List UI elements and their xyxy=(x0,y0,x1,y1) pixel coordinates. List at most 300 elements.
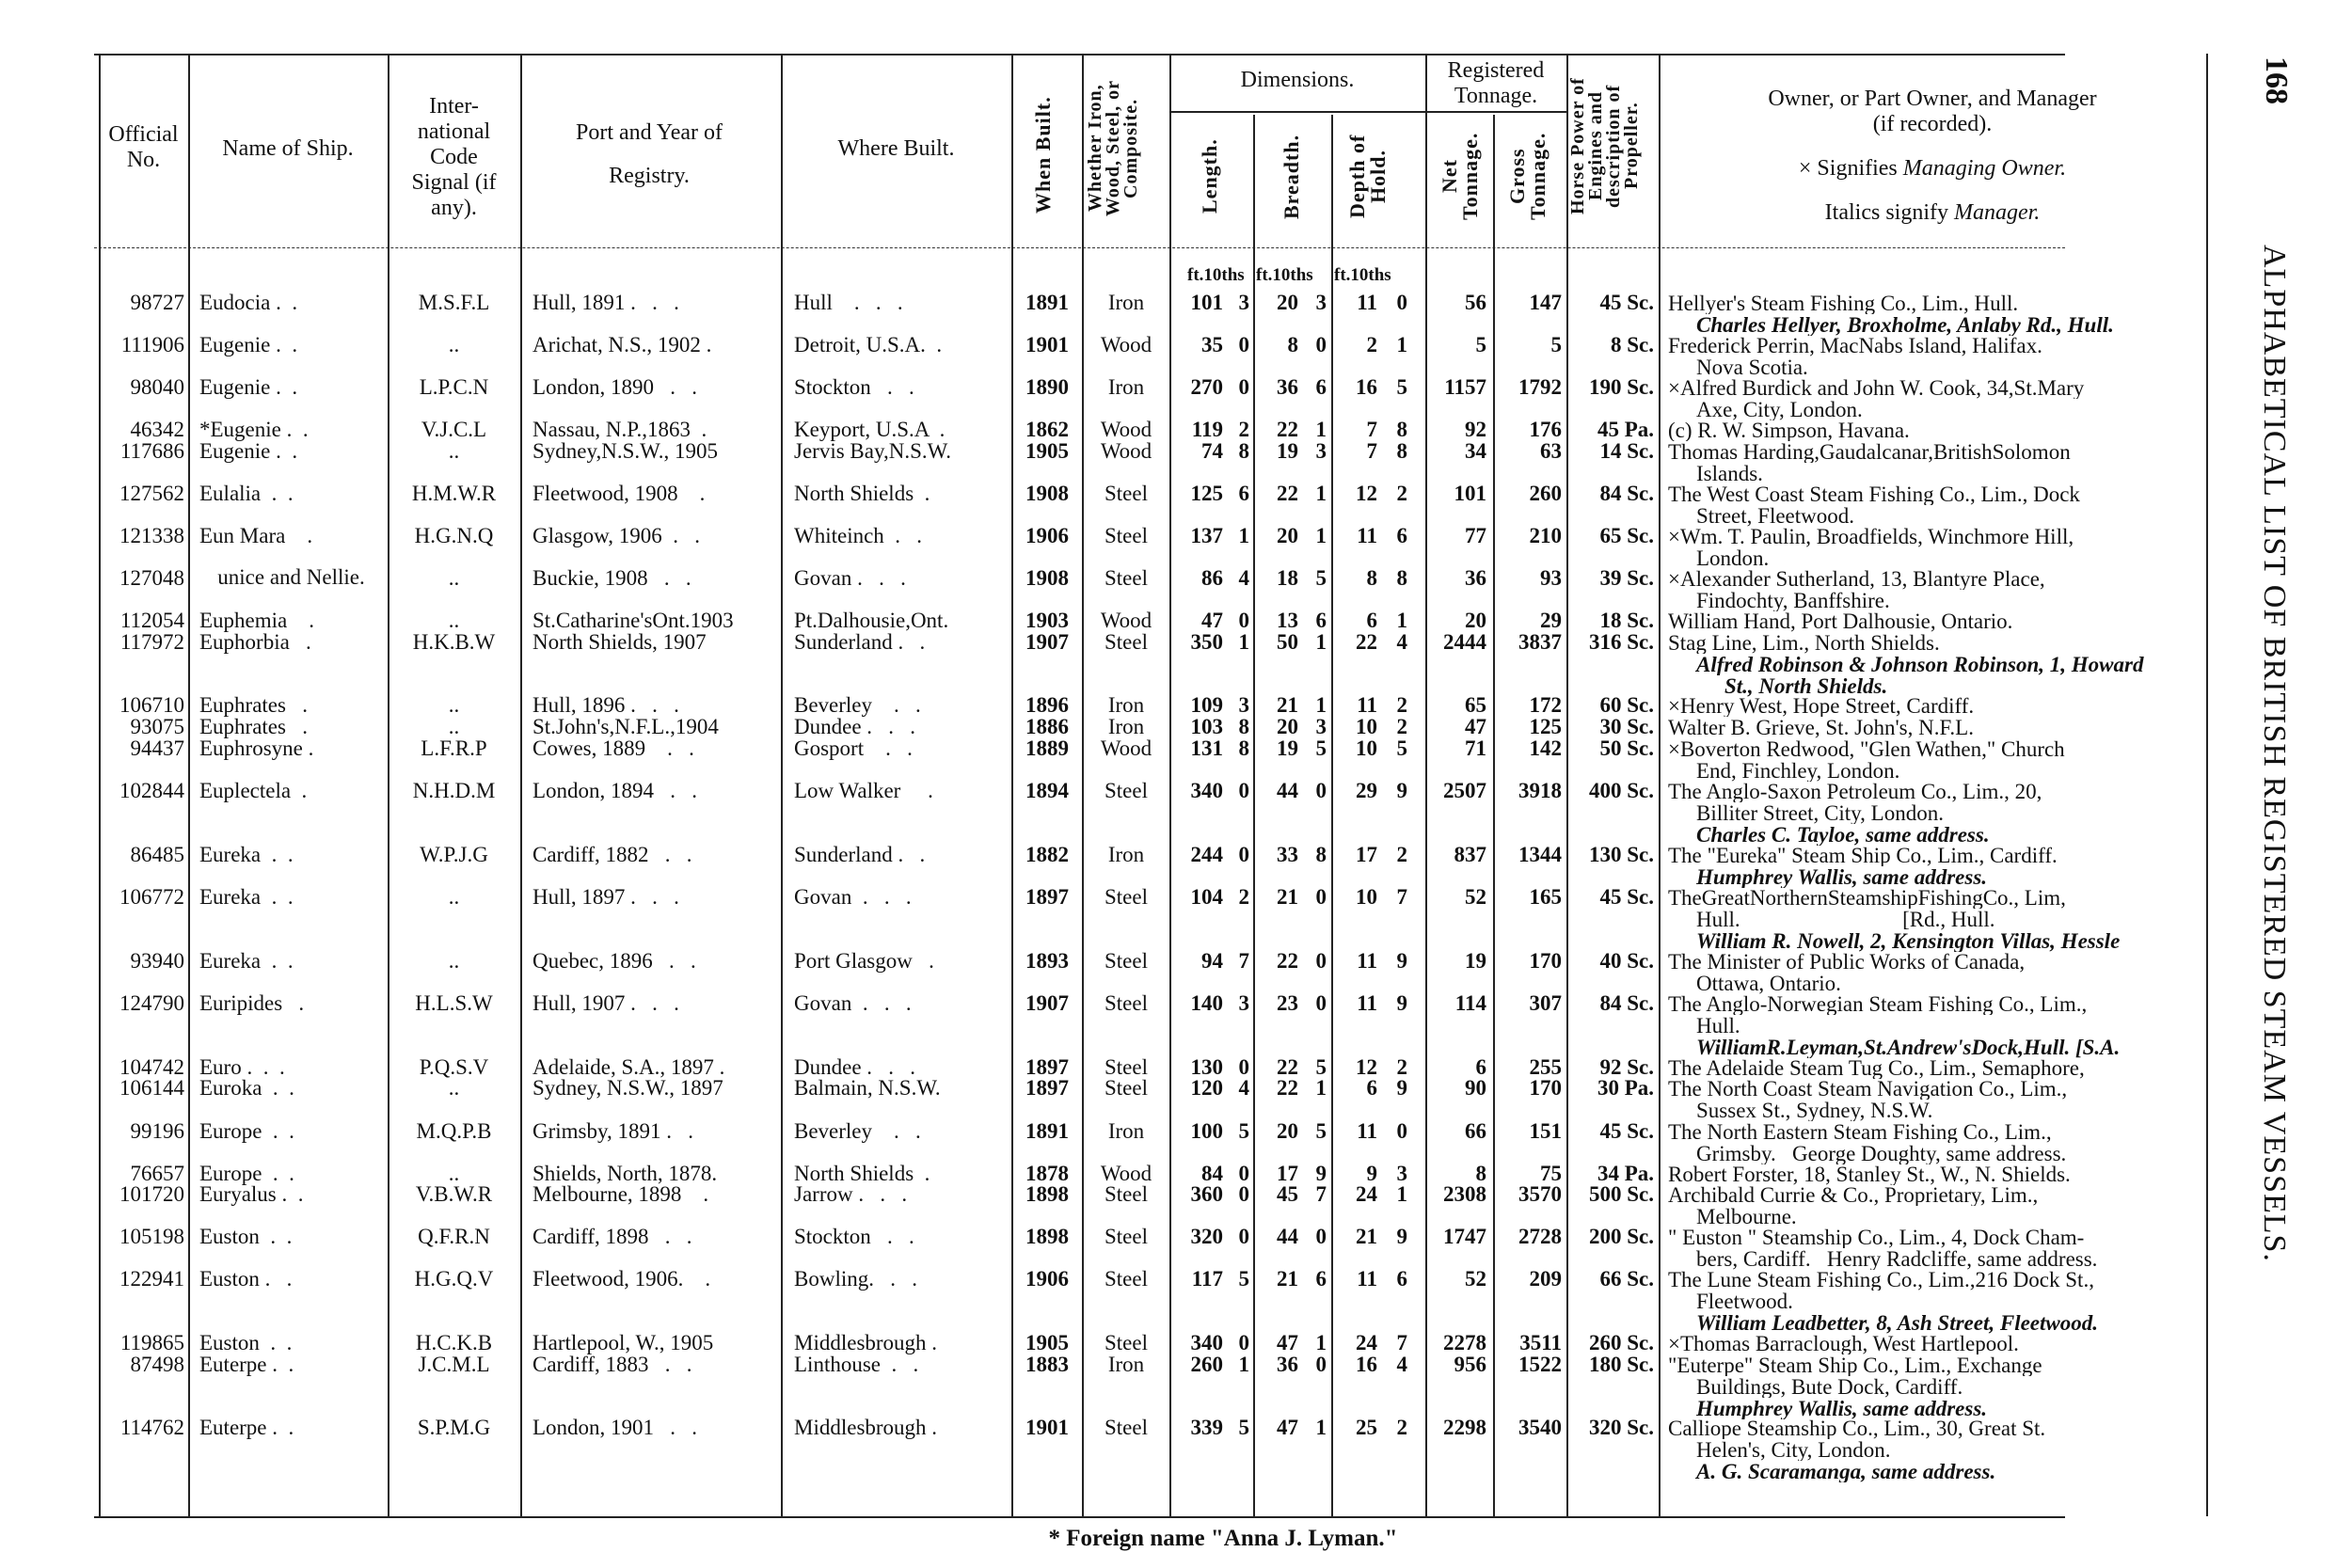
header-when-built: When Built. xyxy=(1031,96,1055,214)
owner-line: ×Henry West, Hope Street, Cardiff. xyxy=(1668,695,1975,717)
port-and-year: London, 1894 . . xyxy=(532,779,698,802)
length-tenths: 8 xyxy=(1238,736,1249,760)
breadth-ft: 20 xyxy=(1277,291,1298,314)
gross-tonnage: 3540 xyxy=(1518,1416,1562,1439)
gross-tonnage: 260 xyxy=(1529,482,1562,505)
code-signal: V.J.C.L xyxy=(421,418,487,441)
length-ft: 339 xyxy=(1190,1416,1223,1439)
col-rule xyxy=(1425,54,1427,1516)
port-and-year: Melbourne, 1898 . xyxy=(532,1182,709,1206)
owner-entry xyxy=(1668,951,2209,994)
code-signal: .. xyxy=(448,609,460,632)
material: Wood xyxy=(1100,1162,1152,1185)
owner-line: Frederick Perrin, MacNabs Island, Halifax. xyxy=(1668,335,2042,356)
depth-ft: 10 xyxy=(1356,715,1377,738)
horse-power: 45 Sc. xyxy=(1599,291,1654,314)
net-tonnage: 6 xyxy=(1475,1055,1486,1079)
when-built: 1901 xyxy=(1025,333,1069,356)
depth-ft: 7 xyxy=(1366,439,1377,463)
official-no: 106710 xyxy=(119,693,184,717)
official-no: 117972 xyxy=(119,630,184,654)
net-tonnage: 956 xyxy=(1454,1353,1486,1376)
horse-power: 30 Sc. xyxy=(1599,715,1654,738)
code-signal: W.P.J.G xyxy=(420,843,488,866)
official-no: 127562 xyxy=(119,482,184,505)
gross-tonnage: 1344 xyxy=(1518,843,1562,866)
depth-tenths: 2 xyxy=(1396,482,1407,505)
manager-line: William R. Nowell, 2, Kensington Villas, Hessle xyxy=(1696,930,2121,952)
depth-ft: 6 xyxy=(1366,1076,1377,1100)
side-title: ALPHABETICAL LIST OF BRITISH REGISTERED STEAM VESSELS. xyxy=(2257,245,2292,1262)
depth-tenths: 5 xyxy=(1396,736,1407,760)
official-no: 93075 xyxy=(130,715,184,738)
length-ft: 100 xyxy=(1190,1119,1223,1143)
depth-tenths: 9 xyxy=(1396,779,1407,802)
gross-tonnage: 307 xyxy=(1529,991,1562,1015)
ship-name: Euphorbia . xyxy=(199,630,311,654)
depth-tenths: 8 xyxy=(1396,418,1407,441)
breadth-tenths: 1 xyxy=(1315,418,1327,441)
code-signal: J.C.M.L xyxy=(418,1353,490,1376)
depth-tenths: 2 xyxy=(1396,693,1407,717)
horse-power: 39 Sc. xyxy=(1599,566,1654,590)
owner-entry xyxy=(1668,845,2209,888)
material: Steel xyxy=(1104,566,1148,590)
when-built: 1898 xyxy=(1025,1225,1069,1248)
gross-tonnage: 3837 xyxy=(1518,630,1562,654)
port-and-year: Hull, 1891 . . . xyxy=(532,291,679,314)
code-signal: L.P.C.N xyxy=(419,375,489,399)
footnote: * Foreign name "Anna J. Lyman." xyxy=(1048,1526,1398,1551)
manager-line: Humphrey Wallis, same address. xyxy=(1696,1398,1988,1419)
depth-tenths: 1 xyxy=(1396,333,1407,356)
material: Steel xyxy=(1104,1076,1148,1100)
breadth-ft: 19 xyxy=(1277,439,1298,463)
length-ft: 125 xyxy=(1190,482,1223,505)
code-signal: P.Q.S.V xyxy=(419,1055,489,1079)
depth-tenths: 7 xyxy=(1396,885,1407,909)
col-rule xyxy=(781,54,783,1516)
horse-power: 45 Sc. xyxy=(1599,885,1654,909)
horse-power: 30 Pa. xyxy=(1597,1076,1654,1100)
depth-tenths: 3 xyxy=(1396,1162,1407,1185)
breadth-tenths: 7 xyxy=(1315,1182,1327,1206)
where-built: Govan . . . xyxy=(794,991,912,1015)
gross-tonnage: 125 xyxy=(1529,715,1562,738)
port-and-year: Buckie, 1908 . . xyxy=(532,566,691,590)
owner-line: The "Eureka" Steam Ship Co., Lim., Cardiff. xyxy=(1668,845,2058,866)
where-built: Dundee . . . xyxy=(794,1055,916,1079)
breadth-tenths: 1 xyxy=(1315,1076,1327,1100)
port-and-year: St.John's,N.F.L.,1904 xyxy=(532,715,719,738)
depth-tenths: 9 xyxy=(1396,991,1407,1015)
official-no: 102844 xyxy=(119,779,184,802)
breadth-ft: 44 xyxy=(1277,779,1298,802)
owner-line: Nova Scotia. xyxy=(1696,356,1808,378)
where-built: Stockton . . xyxy=(794,375,914,399)
owner-line: Billiter Street, City, London. xyxy=(1696,802,1944,824)
material: Steel xyxy=(1104,991,1148,1015)
net-tonnage: 90 xyxy=(1465,1076,1486,1100)
gross-tonnage: 142 xyxy=(1529,736,1562,760)
depth-ft: 8 xyxy=(1366,566,1377,590)
depth-ft: 12 xyxy=(1356,482,1377,505)
header-owner-line2: (if recorded). xyxy=(1872,112,1993,136)
breadth-ft: 21 xyxy=(1277,885,1298,909)
port-and-year: North Shields, 1907 xyxy=(532,630,707,654)
depth-tenths: 6 xyxy=(1396,1267,1407,1291)
header-where-built: Where Built. xyxy=(837,136,955,161)
unit-breadth: ft.10ths xyxy=(1256,265,1313,285)
breadth-tenths: 6 xyxy=(1315,1267,1327,1291)
owner-entry xyxy=(1668,738,2209,782)
ship-name: Euphemia . xyxy=(199,609,314,632)
when-built: 1907 xyxy=(1025,630,1069,654)
gross-tonnage: 176 xyxy=(1529,418,1562,441)
tonnage-underline xyxy=(1425,111,1566,113)
where-built: Middlesbrough . xyxy=(794,1331,938,1354)
horse-power: 50 Sc. xyxy=(1599,736,1654,760)
breadth-ft: 17 xyxy=(1277,1162,1298,1185)
official-no: 124790 xyxy=(119,991,184,1015)
manager-line: A. G. Scaramanga, same address. xyxy=(1696,1461,1996,1482)
depth-tenths: 4 xyxy=(1396,630,1407,654)
unit-length: ft.10ths xyxy=(1187,265,1245,285)
when-built: 1905 xyxy=(1025,1331,1069,1354)
official-no: 86485 xyxy=(130,843,184,866)
when-built: 1886 xyxy=(1025,715,1069,738)
header-breadth: Breadth. xyxy=(1279,134,1303,219)
material: Wood xyxy=(1100,418,1152,441)
net-tonnage: 2278 xyxy=(1443,1331,1486,1354)
header-depth-of-hold: Depth of Hold. xyxy=(1345,134,1390,219)
official-no: 119865 xyxy=(119,1331,184,1354)
ship-name: Euryalus . . xyxy=(199,1182,304,1206)
length-tenths: 0 xyxy=(1238,1225,1249,1248)
ship-name: Euphrates . xyxy=(199,693,308,717)
length-ft: 360 xyxy=(1190,1182,1223,1206)
when-built: 1898 xyxy=(1025,1182,1069,1206)
breadth-ft: 22 xyxy=(1277,1076,1298,1100)
depth-tenths: 1 xyxy=(1396,1182,1407,1206)
owner-entry xyxy=(1668,695,2209,717)
length-tenths: 0 xyxy=(1238,1182,1249,1206)
breadth-tenths: 1 xyxy=(1315,1416,1327,1439)
breadth-ft: 47 xyxy=(1277,1331,1298,1354)
length-tenths: 0 xyxy=(1238,375,1249,399)
official-no: 98727 xyxy=(130,291,184,314)
breadth-ft: 36 xyxy=(1277,1353,1298,1376)
depth-ft: 16 xyxy=(1356,1353,1377,1376)
depth-tenths: 7 xyxy=(1396,1331,1407,1354)
breadth-tenths: 3 xyxy=(1315,291,1327,314)
code-signal: M.Q.P.B xyxy=(416,1119,492,1143)
depth-tenths: 4 xyxy=(1396,1353,1407,1376)
length-tenths: 7 xyxy=(1238,949,1249,973)
manager-line: St., North Shields. xyxy=(1724,675,1888,697)
net-tonnage: 66 xyxy=(1465,1119,1486,1143)
depth-tenths: 2 xyxy=(1396,1416,1407,1439)
depth-ft: 29 xyxy=(1356,779,1377,802)
length-ft: 320 xyxy=(1190,1225,1223,1248)
breadth-ft: 20 xyxy=(1277,1119,1298,1143)
gross-tonnage: 165 xyxy=(1529,885,1562,909)
length-tenths: 2 xyxy=(1238,885,1249,909)
depth-ft: 10 xyxy=(1356,736,1377,760)
material: Iron xyxy=(1107,843,1145,866)
length-tenths: 0 xyxy=(1238,779,1249,802)
owner-line: ×Wm. T. Paulin, Broadfields, Winchmore Hill, xyxy=(1668,526,2074,547)
port-and-year: Fleetwood, 1908 . xyxy=(532,482,706,505)
owner-entry xyxy=(1668,1227,2209,1270)
code-signal: .. xyxy=(448,1162,460,1185)
owner-entry xyxy=(1668,993,2209,1058)
owner-line: The North Eastern Steam Fishing Co., Lim., xyxy=(1668,1121,2052,1143)
port-and-year: Cardiff, 1882 . . xyxy=(532,843,692,866)
owner-line: Thomas Harding,Gaudalcanar,BritishSolomon xyxy=(1668,441,2071,463)
breadth-tenths: 3 xyxy=(1315,715,1327,738)
col-rule xyxy=(1566,54,1568,1516)
owner-entry xyxy=(1668,335,2209,378)
port-and-year: Fleetwood, 1906. . xyxy=(532,1267,711,1291)
depth-tenths: 9 xyxy=(1396,1225,1407,1248)
breadth-ft: 44 xyxy=(1277,1225,1298,1248)
where-built: Middlesbrough . xyxy=(794,1416,938,1439)
gross-tonnage: 3511 xyxy=(1519,1331,1562,1354)
gross-tonnage: 3570 xyxy=(1518,1182,1562,1206)
breadth-tenths: 0 xyxy=(1315,885,1327,909)
where-built: Jarrow . . . xyxy=(794,1182,908,1206)
gross-tonnage: 151 xyxy=(1529,1119,1562,1143)
header-official-no: Official No. xyxy=(108,122,179,172)
breadth-ft: 20 xyxy=(1277,524,1298,547)
horse-power: 400 Sc. xyxy=(1589,779,1654,802)
header-owner-note1: × Signifies Managing Owner. xyxy=(1798,156,2067,181)
length-ft: 120 xyxy=(1190,1076,1223,1100)
length-tenths: 8 xyxy=(1238,439,1249,463)
owner-line: The West Coast Steam Fishing Co., Lim., Dock xyxy=(1668,483,2080,505)
gross-tonnage: 255 xyxy=(1529,1055,1562,1079)
when-built: 1897 xyxy=(1025,1076,1069,1100)
when-built: 1883 xyxy=(1025,1353,1069,1376)
where-built: Port Glasgow . xyxy=(794,949,934,973)
header-owner-line1: Owner, or Part Owner, and Manager xyxy=(1768,87,2097,111)
length-tenths: 0 xyxy=(1238,843,1249,866)
material: Steel xyxy=(1104,1182,1148,1206)
official-no: 93940 xyxy=(130,949,184,973)
ship-name: Eulalia . . xyxy=(199,482,294,505)
manager-line: WilliamR.Leyman,St.Andrew'sDock,Hull. [S.A. xyxy=(1696,1037,2121,1058)
horse-power: 200 Sc. xyxy=(1589,1225,1654,1248)
owner-line: Axe, City, London. xyxy=(1696,399,1863,420)
owner-line: Robert Forster, 18, Stanley St., W., N. Shields. xyxy=(1668,1164,2071,1185)
material: Steel xyxy=(1104,885,1148,909)
breadth-tenths: 6 xyxy=(1315,609,1327,632)
code-signal: H.C.K.B xyxy=(415,1331,493,1354)
gross-tonnage: 5 xyxy=(1550,333,1562,356)
net-tonnage: 19 xyxy=(1465,949,1486,973)
when-built: 1906 xyxy=(1025,1267,1069,1291)
when-built: 1894 xyxy=(1025,779,1069,802)
owner-line: London. xyxy=(1696,547,1770,569)
when-built: 1893 xyxy=(1025,949,1069,973)
owner-line: Melbourne. xyxy=(1696,1206,1797,1227)
length-tenths: 0 xyxy=(1238,609,1249,632)
ship-name: Euroka . . xyxy=(199,1076,294,1100)
depth-ft: 6 xyxy=(1366,609,1377,632)
owner-line: Walter B. Grieve, St. John's, N.F.L. xyxy=(1668,717,1974,738)
net-tonnage: 2308 xyxy=(1443,1182,1486,1206)
owner-line: ×Alfred Burdick and John W. Cook, 34,St.Mary xyxy=(1668,377,2085,399)
breadth-ft: 22 xyxy=(1277,418,1298,441)
port-and-year: Hull, 1897 . . . xyxy=(532,885,679,909)
port-and-year: London, 1901 . . xyxy=(532,1416,698,1439)
material: Steel xyxy=(1104,1331,1148,1354)
code-signal: H.M.W.R xyxy=(411,482,497,505)
horse-power: 84 Sc. xyxy=(1599,482,1654,505)
code-signal: .. xyxy=(448,566,460,590)
horse-power: 14 Sc. xyxy=(1599,439,1654,463)
length-ft: 84 xyxy=(1201,1162,1223,1185)
depth-ft: 9 xyxy=(1366,1162,1377,1185)
length-ft: 131 xyxy=(1190,736,1223,760)
net-tonnage: 77 xyxy=(1465,524,1486,547)
header-material: Whether Iron, Wood, Steel, or Composite. xyxy=(1085,80,1141,216)
dimensions-underline xyxy=(1169,111,1425,113)
horse-power: 84 Sc. xyxy=(1599,991,1654,1015)
net-tonnage: 1157 xyxy=(1444,375,1486,399)
net-tonnage: 2507 xyxy=(1443,779,1486,802)
depth-tenths: 2 xyxy=(1396,1055,1407,1079)
horse-power: 40 Sc. xyxy=(1599,949,1654,973)
material: Steel xyxy=(1104,1267,1148,1291)
when-built: 1862 xyxy=(1025,418,1069,441)
length-ft: 101 xyxy=(1190,291,1223,314)
code-signal: .. xyxy=(448,1076,460,1100)
owner-entry xyxy=(1668,293,2209,336)
horse-power: 320 Sc. xyxy=(1589,1416,1654,1439)
material: Iron xyxy=(1107,291,1145,314)
breadth-tenths: 9 xyxy=(1315,1162,1327,1185)
col-rule xyxy=(1011,54,1013,1516)
length-tenths: 2 xyxy=(1238,418,1249,441)
col-rule xyxy=(1082,54,1084,1516)
owner-entry xyxy=(1668,1418,2209,1482)
breadth-ft: 20 xyxy=(1277,715,1298,738)
net-tonnage: 2298 xyxy=(1443,1416,1486,1439)
when-built: 1897 xyxy=(1025,1055,1069,1079)
owner-line: Fleetwood. xyxy=(1696,1291,1793,1312)
net-tonnage: 5 xyxy=(1475,333,1486,356)
breadth-tenths: 0 xyxy=(1315,1225,1327,1248)
when-built: 1901 xyxy=(1025,1416,1069,1439)
length-ft: 104 xyxy=(1190,885,1223,909)
length-tenths: 5 xyxy=(1238,1267,1249,1291)
length-ft: 140 xyxy=(1190,991,1223,1015)
depth-tenths: 8 xyxy=(1396,566,1407,590)
length-tenths: 8 xyxy=(1238,715,1249,738)
where-built: Dundee . . . xyxy=(794,715,916,738)
port-and-year: Cardiff, 1898 . . xyxy=(532,1225,692,1248)
length-ft: 35 xyxy=(1201,333,1223,356)
header-name-of-ship: Name of Ship. xyxy=(222,136,354,161)
ship-name: Euston . . xyxy=(199,1225,293,1248)
port-and-year: Adelaide, S.A., 1897 . xyxy=(532,1055,725,1079)
owner-line: ×Alexander Sutherland, 13, Blantyre Place, xyxy=(1668,568,2045,590)
length-ft: 103 xyxy=(1190,715,1223,738)
port-and-year: Hull, 1896 . . . xyxy=(532,693,679,717)
horse-power: 500 Sc. xyxy=(1589,1182,1654,1206)
breadth-tenths: 1 xyxy=(1315,693,1327,717)
ship-name: Euphrosyne . xyxy=(199,736,314,760)
port-and-year: Nassau, N.P.,1863 . xyxy=(532,418,707,441)
net-tonnage: 71 xyxy=(1465,736,1486,760)
where-built: Sunderland . . xyxy=(794,630,926,654)
where-built: Low Walker . xyxy=(794,779,933,802)
depth-ft: 21 xyxy=(1356,1225,1377,1248)
depth-ft: 10 xyxy=(1356,885,1377,909)
breadth-ft: 22 xyxy=(1277,949,1298,973)
breadth-ft: 36 xyxy=(1277,375,1298,399)
length-tenths: 1 xyxy=(1238,1353,1249,1376)
official-no: 87498 xyxy=(130,1353,184,1376)
ship-name: Euphrates . xyxy=(199,715,308,738)
gross-tonnage: 2728 xyxy=(1518,1225,1562,1248)
ship-name: Euston . . xyxy=(199,1267,293,1291)
official-no: 117686 xyxy=(119,439,184,463)
owner-line: ×Thomas Barraclough, West Hartlepool. xyxy=(1668,1333,2019,1354)
owner-entry xyxy=(1668,1269,2209,1334)
owner-line: "Euterpe" Steam Ship Co., Lim., Exchange xyxy=(1668,1354,2042,1376)
length-ft: 47 xyxy=(1201,609,1223,632)
depth-tenths: 0 xyxy=(1396,1119,1407,1143)
net-tonnage: 36 xyxy=(1465,566,1486,590)
gross-tonnage: 147 xyxy=(1529,291,1562,314)
breadth-ft: 8 xyxy=(1287,333,1298,356)
length-tenths: 1 xyxy=(1238,524,1249,547)
net-tonnage: 65 xyxy=(1465,693,1486,717)
owner-entry xyxy=(1668,483,2209,527)
owner-entry xyxy=(1668,1333,2209,1354)
official-no: 105198 xyxy=(119,1225,184,1248)
col-rule xyxy=(1493,115,1495,1516)
depth-ft: 17 xyxy=(1356,843,1377,866)
gross-tonnage: 3918 xyxy=(1518,779,1562,802)
ship-name: Eugenie . . xyxy=(199,375,298,399)
horse-power: 45 Sc. xyxy=(1599,1119,1654,1143)
length-tenths: 5 xyxy=(1238,1119,1249,1143)
breadth-ft: 47 xyxy=(1277,1416,1298,1439)
breadth-tenths: 0 xyxy=(1315,1353,1327,1376)
header-gross-tonnage: Gross Tonnage. xyxy=(1505,132,1549,221)
when-built: 1905 xyxy=(1025,439,1069,463)
owner-line: Grimsby. George Doughty, same address. xyxy=(1696,1143,2067,1164)
owner-line: The Anglo-Norwegian Steam Fishing Co., Lim., xyxy=(1668,993,2088,1015)
owner-line: William Hand, Port Dalhousie, Ontario. xyxy=(1668,610,2013,632)
where-built: Gosport . . xyxy=(794,736,913,760)
owner-entry xyxy=(1668,377,2209,420)
port-and-year: Hartlepool, W., 1905 xyxy=(532,1331,714,1354)
manager-line: Alfred Robinson & Johnson Robinson, 1, Howard xyxy=(1696,654,2144,675)
port-and-year: Arichat, N.S., 1902 . xyxy=(532,333,712,356)
depth-tenths: 1 xyxy=(1396,609,1407,632)
owner-line: ×Boverton Redwood, "Glen Wathen," Church xyxy=(1668,738,2065,760)
length-ft: 117 xyxy=(1191,1267,1223,1291)
length-tenths: 4 xyxy=(1238,1076,1249,1100)
code-signal: M.S.F.L xyxy=(418,291,490,314)
gross-tonnage: 172 xyxy=(1529,693,1562,717)
length-ft: 109 xyxy=(1190,693,1223,717)
